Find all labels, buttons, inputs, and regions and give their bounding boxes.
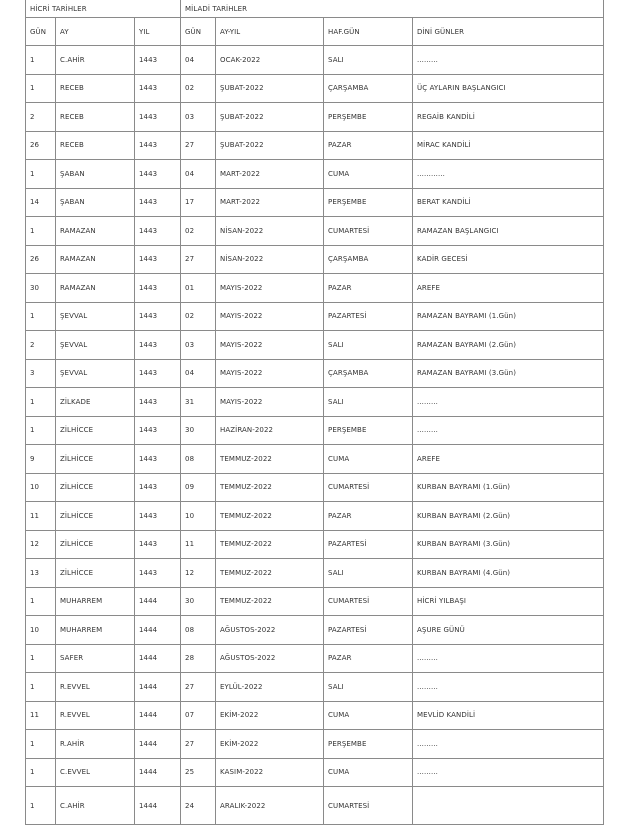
cell-hicri-ay: RECEB [56,74,135,103]
cell-hicri-gun: 26 [26,131,56,160]
cell-hicri-gun: 1 [26,730,56,759]
cell-hafta-gunu: ÇARŞAMBA [324,245,413,274]
table-row [26,644,604,673]
cell-hicri-yil: 1443 [135,559,181,588]
column-header-row [26,18,604,46]
group-header-row [26,0,604,18]
cell-hicri-gun: 1 [26,74,56,103]
cell-dini-gun: ......... [413,758,604,787]
table-row [26,587,604,616]
table-row [26,416,604,445]
cell-dini-gun: AREFE [413,445,604,474]
cell-hicri-gun: 1 [26,416,56,445]
cell-hicri-ay: ZİLHİCCE [56,445,135,474]
cell-miladi-gun: 27 [181,730,216,759]
cell-hafta-gunu: CUMARTESİ [324,587,413,616]
cell-hafta-gunu: SALI [324,331,413,360]
cell-miladi-gun: 31 [181,388,216,417]
cell-hicri-ay: C.AHİR [56,787,135,825]
cell-hicri-gun: 1 [26,388,56,417]
cell-dini-gun: KURBAN BAYRAMI (3.Gün) [413,530,604,559]
cell-hafta-gunu: SALI [324,46,413,75]
cell-hicri-yil: 1444 [135,701,181,730]
table-row [26,331,604,360]
cell-hicri-ay: ZİLHİCCE [56,502,135,531]
cell-dini-gun: RAMAZAN BAŞLANGICI [413,217,604,246]
cell-dini-gun: ......... [413,416,604,445]
cell-ay-yil: AĞUSTOS-2022 [216,616,324,645]
cell-dini-gun: ......... [413,644,604,673]
cell-hicri-yil: 1444 [135,787,181,825]
cell-hicri-ay: ZİLHİCCE [56,559,135,588]
table-row [26,701,604,730]
cell-hafta-gunu: CUMARTESİ [324,217,413,246]
cell-hicri-gun: 10 [26,616,56,645]
cell-dini-gun: ÜÇ AYLARIN BAŞLANGICI [413,74,604,103]
cell-ay-yil: AĞUSTOS-2022 [216,644,324,673]
cell-miladi-gun: 04 [181,160,216,189]
cell-miladi-gun: 03 [181,331,216,360]
cell-hicri-yil: 1443 [135,217,181,246]
cell-hicri-yil: 1443 [135,274,181,303]
cell-ay-yil: MART-2022 [216,188,324,217]
cell-hicri-gun: 11 [26,701,56,730]
cell-hicri-ay: R.EVVEL [56,701,135,730]
table-row [26,787,604,825]
cell-hicri-yil: 1444 [135,730,181,759]
cell-dini-gun: AREFE [413,274,604,303]
cell-ay-yil: MAYIS-2022 [216,331,324,360]
cell-miladi-gun: 07 [181,701,216,730]
cell-hicri-ay: R.AHİR [56,730,135,759]
cell-hafta-gunu: PERŞEMBE [324,416,413,445]
cell-miladi-gun: 09 [181,473,216,502]
table-row [26,74,604,103]
table-body [26,0,604,825]
cell-hicri-gun: 2 [26,331,56,360]
cell-hicri-ay: RAMAZAN [56,217,135,246]
cell-hicri-ay: MUHARREM [56,587,135,616]
cell-hicri-ay: SAFER [56,644,135,673]
table-row [26,758,604,787]
cell-hicri-ay: MUHARREM [56,616,135,645]
cell-hicri-gun: 26 [26,245,56,274]
cell-hicri-yil: 1443 [135,530,181,559]
cell-hafta-gunu: PAZARTESİ [324,302,413,331]
table-row [26,559,604,588]
cell-hicri-ay: ŞEVVAL [56,359,135,388]
cell-hicri-yil: 1443 [135,188,181,217]
cell-hicri-gun: 2 [26,103,56,132]
cell-hicri-gun: 10 [26,473,56,502]
cell-hicri-ay: R.EVVEL [56,673,135,702]
cell-hicri-gun: 1 [26,644,56,673]
cell-hicri-yil: 1443 [135,245,181,274]
cell-hicri-ay: ZİLKADE [56,388,135,417]
hicri-group-header: HİCRİ TARİHLER [26,0,181,18]
cell-miladi-gun: 03 [181,103,216,132]
cell-dini-gun: BERAT KANDİLİ [413,188,604,217]
cell-hicri-gun: 1 [26,46,56,75]
cell-ay-yil: ŞUBAT-2022 [216,131,324,160]
cell-miladi-gun: 02 [181,217,216,246]
cell-hicri-ay: ŞABAN [56,160,135,189]
table-row [26,217,604,246]
cell-ay-yil: MART-2022 [216,160,324,189]
cell-miladi-gun: 27 [181,131,216,160]
cell-ay-yil: ŞUBAT-2022 [216,74,324,103]
cell-dini-gun: KURBAN BAYRAMI (1.Gün) [413,473,604,502]
cell-hicri-yil: 1443 [135,103,181,132]
cell-dini-gun: ......... [413,388,604,417]
cell-ay-yil: NİSAN-2022 [216,217,324,246]
cell-miladi-gun: 30 [181,587,216,616]
cell-miladi-gun: 04 [181,359,216,388]
cell-hafta-gunu: CUMARTESİ [324,787,413,825]
table-row [26,359,604,388]
cell-ay-yil: NİSAN-2022 [216,245,324,274]
cell-hicri-gun: 1 [26,302,56,331]
cell-ay-yil: TEMMUZ-2022 [216,559,324,588]
cell-ay-yil: EKİM-2022 [216,730,324,759]
cell-hafta-gunu: SALI [324,559,413,588]
cell-hicri-gun: 1 [26,587,56,616]
table-row [26,103,604,132]
cell-hicri-ay: ZİLHİCCE [56,473,135,502]
cell-hafta-gunu: PAZAR [324,644,413,673]
cell-ay-yil: TEMMUZ-2022 [216,473,324,502]
cell-miladi-gun: 25 [181,758,216,787]
header-hicri-ay: AY [56,18,135,46]
cell-hicri-gun: 1 [26,160,56,189]
table-row [26,388,604,417]
cell-hicri-yil: 1443 [135,416,181,445]
cell-hicri-gun: 1 [26,758,56,787]
cell-miladi-gun: 30 [181,416,216,445]
cell-hicri-yil: 1444 [135,758,181,787]
cell-hicri-gun: 11 [26,502,56,531]
header-dini-gunler: DİNİ GÜNLER [413,18,604,46]
cell-dini-gun: RAMAZAN BAYRAMI (1.Gün) [413,302,604,331]
cell-hicri-ay: ŞEVVAL [56,331,135,360]
table-row [26,616,604,645]
cell-hafta-gunu: SALI [324,673,413,702]
cell-hafta-gunu: PAZAR [324,502,413,531]
cell-miladi-gun: 28 [181,644,216,673]
cell-miladi-gun: 08 [181,616,216,645]
cell-hicri-gun: 1 [26,673,56,702]
cell-hicri-yil: 1443 [135,160,181,189]
cell-hicri-gun: 9 [26,445,56,474]
header-ay-yil: AY-YIL [216,18,324,46]
table-row [26,730,604,759]
cell-miladi-gun: 02 [181,302,216,331]
cell-hafta-gunu: CUMA [324,701,413,730]
cell-hafta-gunu: ÇARŞAMBA [324,74,413,103]
cell-hicri-ay: RECEB [56,131,135,160]
cell-ay-yil: ŞUBAT-2022 [216,103,324,132]
cell-hicri-gun: 13 [26,559,56,588]
cell-hafta-gunu: CUMA [324,445,413,474]
religious-days-table-container [25,0,603,825]
cell-ay-yil: TEMMUZ-2022 [216,587,324,616]
table-row [26,245,604,274]
cell-dini-gun: RAMAZAN BAYRAMI (2.Gün) [413,331,604,360]
cell-hafta-gunu: CUMARTESİ [324,473,413,502]
cell-hicri-yil: 1444 [135,587,181,616]
header-hicri-gun: GÜN [26,18,56,46]
cell-hafta-gunu: CUMA [324,160,413,189]
cell-ay-yil: OCAK-2022 [216,46,324,75]
cell-miladi-gun: 24 [181,787,216,825]
cell-hafta-gunu: SALI [324,388,413,417]
cell-miladi-gun: 12 [181,559,216,588]
cell-ay-yil: MAYIS-2022 [216,274,324,303]
cell-hicri-yil: 1443 [135,445,181,474]
cell-hicri-yil: 1444 [135,616,181,645]
cell-hicri-ay: ŞEVVAL [56,302,135,331]
cell-miladi-gun: 08 [181,445,216,474]
cell-hafta-gunu: PERŞEMBE [324,188,413,217]
cell-hicri-ay: RAMAZAN [56,245,135,274]
cell-hicri-ay: RECEB [56,103,135,132]
cell-hicri-ay: C.EVVEL [56,758,135,787]
cell-hicri-yil: 1444 [135,644,181,673]
cell-ay-yil: HAZİRAN-2022 [216,416,324,445]
cell-hicri-ay: C.AHİR [56,46,135,75]
cell-miladi-gun: 17 [181,188,216,217]
table-row [26,46,604,75]
cell-hafta-gunu: CUMA [324,758,413,787]
cell-dini-gun: ......... [413,673,604,702]
table-row [26,473,604,502]
cell-miladi-gun: 02 [181,74,216,103]
cell-hafta-gunu: PAZAR [324,274,413,303]
cell-hicri-yil: 1443 [135,502,181,531]
cell-hicri-gun: 12 [26,530,56,559]
cell-dini-gun: KURBAN BAYRAMI (2.Gün) [413,502,604,531]
cell-dini-gun: MEVLİD KANDİLİ [413,701,604,730]
cell-ay-yil: TEMMUZ-2022 [216,530,324,559]
table-row [26,445,604,474]
cell-hicri-gun: 1 [26,787,56,825]
cell-miladi-gun: 10 [181,502,216,531]
cell-ay-yil: EKİM-2022 [216,701,324,730]
cell-hicri-gun: 1 [26,217,56,246]
cell-dini-gun: REGAİB KANDİLİ [413,103,604,132]
cell-hicri-yil: 1443 [135,388,181,417]
cell-hicri-yil: 1443 [135,359,181,388]
cell-dini-gun: AŞURE GÜNÜ [413,616,604,645]
table-row [26,302,604,331]
cell-ay-yil: MAYIS-2022 [216,302,324,331]
table-row [26,274,604,303]
cell-miladi-gun: 04 [181,46,216,75]
cell-dini-gun: MİRAC KANDİLİ [413,131,604,160]
cell-hicri-gun: 14 [26,188,56,217]
table-row [26,160,604,189]
cell-hicri-yil: 1443 [135,74,181,103]
cell-hicri-yil: 1443 [135,302,181,331]
cell-dini-gun: RAMAZAN BAYRAMI (3.Gün) [413,359,604,388]
cell-dini-gun [413,787,604,825]
cell-hicri-yil: 1444 [135,673,181,702]
table-row [26,530,604,559]
header-hafta-gunu: HAF.GÜN [324,18,413,46]
table-row [26,188,604,217]
cell-hicri-ay: RAMAZAN [56,274,135,303]
cell-dini-gun: ......... [413,730,604,759]
cell-hicri-ay: ZİLHİCCE [56,416,135,445]
header-hicri-yil: YIL [135,18,181,46]
cell-miladi-gun: 01 [181,274,216,303]
cell-ay-yil: KASIM-2022 [216,758,324,787]
cell-dini-gun: ......... [413,46,604,75]
header-miladi-gun: GÜN [181,18,216,46]
cell-hicri-yil: 1443 [135,473,181,502]
cell-hicri-yil: 1443 [135,131,181,160]
religious-days-table [25,0,604,825]
cell-hicri-yil: 1443 [135,331,181,360]
cell-hafta-gunu: PERŞEMBE [324,730,413,759]
cell-hafta-gunu: PERŞEMBE [324,103,413,132]
cell-miladi-gun: 27 [181,245,216,274]
cell-ay-yil: MAYIS-2022 [216,359,324,388]
cell-hicri-ay: ŞABAN [56,188,135,217]
cell-dini-gun: HİCRİ YILBAŞI [413,587,604,616]
cell-hicri-gun: 30 [26,274,56,303]
cell-hicri-gun: 3 [26,359,56,388]
cell-hafta-gunu: PAZARTESİ [324,616,413,645]
cell-dini-gun: KADİR GECESİ [413,245,604,274]
cell-dini-gun: ............ [413,160,604,189]
cell-ay-yil: EYLÜL-2022 [216,673,324,702]
cell-miladi-gun: 11 [181,530,216,559]
cell-hicri-yil: 1443 [135,46,181,75]
cell-hicri-ay: ZİLHİCCE [56,530,135,559]
cell-hafta-gunu: PAZAR [324,131,413,160]
cell-ay-yil: MAYIS-2022 [216,388,324,417]
cell-hafta-gunu: ÇARŞAMBA [324,359,413,388]
table-row [26,673,604,702]
miladi-group-header: MİLADİ TARİHLER [181,0,604,18]
cell-ay-yil: TEMMUZ-2022 [216,502,324,531]
table-row [26,131,604,160]
table-row [26,502,604,531]
cell-miladi-gun: 27 [181,673,216,702]
cell-ay-yil: ARALIK-2022 [216,787,324,825]
cell-hafta-gunu: PAZARTESİ [324,530,413,559]
cell-dini-gun: KURBAN BAYRAMI (4.Gün) [413,559,604,588]
cell-ay-yil: TEMMUZ-2022 [216,445,324,474]
